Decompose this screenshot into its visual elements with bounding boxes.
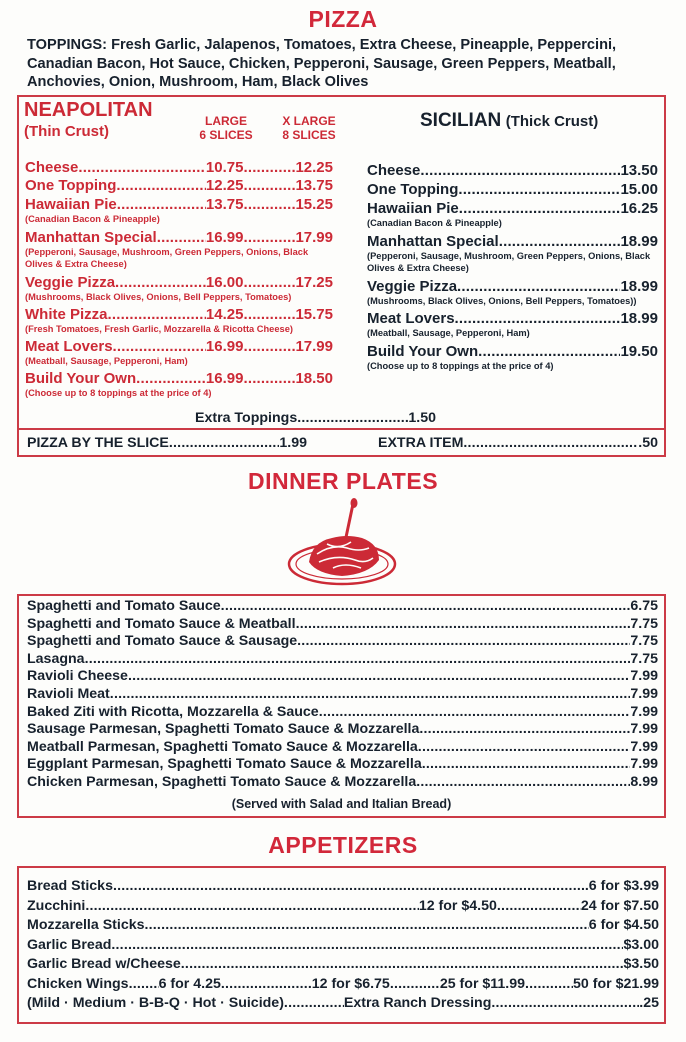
item-price: 25 for $11.99 — [439, 975, 526, 992]
appetizer-item — [27, 976, 659, 996]
dinner-note: (Served with Salad and Italian Bread) — [231, 797, 452, 811]
sicilian-title: SICILIAN — [420, 110, 502, 131]
item-price: 7.99 — [630, 756, 658, 773]
xlarge-slices: 8 SLICES — [282, 128, 336, 142]
item-name: Hawaiian Pie — [25, 196, 117, 213]
item-name: Sausage Parmesan, Spaghetti Tomato Sauce & Mozzarella — [27, 721, 420, 738]
neapolitan-item — [25, 229, 333, 247]
item-name: Baked Ziti with Ricotta, Mozzarella & Sauce — [27, 703, 319, 720]
large-price: 14.25 — [205, 306, 244, 323]
item-name: White Pizza — [25, 306, 108, 323]
large-price: 12.25 — [205, 177, 244, 194]
sicilian-item — [367, 181, 658, 200]
item-name: Meatball Parmesan, Spaghetti Tomato Sauce & Mozzarella — [27, 738, 418, 755]
item-name: Veggie Pizza — [367, 278, 458, 295]
appetizer-item — [27, 917, 659, 937]
item-price: .6 for $3.99 — [584, 878, 659, 894]
item-description: (Canadian Bacon & Pineapple) — [25, 214, 160, 224]
item-name: Spaghetti and Tomato Sauce & Meatball — [27, 615, 296, 632]
dinner-item — [27, 704, 658, 722]
neapolitan-item — [25, 274, 333, 292]
sicilian-list — [367, 162, 658, 375]
item-name: Garlic Bread w/Cheese — [27, 956, 181, 972]
dinner-item — [27, 598, 658, 616]
sicilian-item — [367, 200, 658, 218]
large-price: 13.75 — [205, 196, 244, 213]
item-name: Eggplant Parmesan, Spaghetti Tomato Sauce & Mozzarella — [27, 756, 422, 773]
item-price: $3.00 — [623, 936, 659, 953]
item-name: Mozzarella Sticks — [27, 917, 145, 933]
item-name: Spaghetti and Tomato Sauce — [27, 598, 221, 614]
dinner-list — [27, 598, 658, 792]
item-name: Build Your Own — [25, 370, 137, 387]
dinner-item — [27, 686, 658, 704]
neapolitan-item — [25, 338, 333, 356]
neapolitan-item — [25, 306, 333, 324]
xlarge-price: 15.75 — [295, 306, 333, 323]
item-name: Manhattan Special — [25, 229, 157, 246]
sicilian-item — [367, 310, 658, 328]
item-name: Build Your Own — [367, 343, 479, 360]
sicilian-heading — [420, 110, 598, 132]
item-description: (Fresh Tomatoes, Fresh Garlic, Mozzarella & Ricotta Cheese) — [25, 324, 293, 334]
item-price: 7.75 — [630, 615, 658, 632]
dinner-item — [27, 721, 658, 739]
item-name: Bread Sticks — [27, 878, 113, 894]
item-name: Manhattan Special — [367, 233, 499, 250]
toppings-list: TOPPINGS: Fresh Garlic, Jalapenos, Tomatoes, Extra Cheese, Pineapple, Peppercini, Canadian Bacon, Hot Sauce, Chicken, Pepperoni, Sausage, Green Peppers, Meatball, Anchovies, Onion, Mushroom, Ham, Black Olives — [27, 37, 617, 90]
extra-item-row — [378, 435, 658, 451]
item-price: 18.99 — [620, 310, 658, 327]
item-description: (Choose up to 8 toppings at the price of 4) — [25, 388, 212, 398]
pizza-box-divider — [17, 428, 666, 430]
item-price: 19.50 — [620, 343, 658, 360]
item-name: Lasagna — [27, 650, 85, 667]
extra-toppings-row — [195, 410, 436, 426]
appetizer-item — [27, 956, 659, 976]
appetizers-list — [27, 878, 659, 1015]
neapolitan-heading — [24, 99, 153, 140]
item-name: Garlic Bread — [27, 936, 112, 953]
neapolitan-item — [25, 370, 333, 388]
item-description: (Choose up to 8 toppings at the price of 4) — [367, 361, 554, 371]
dinner-item — [27, 739, 658, 757]
appetizer-item — [27, 995, 659, 1015]
item-name: Ravioli Cheese — [27, 668, 128, 685]
item-price: 7.75 — [630, 650, 658, 667]
item-name: Veggie Pizza — [25, 274, 116, 291]
item-description: (Mushrooms, Black Olives, Onions, Bell Peppers, Tomatoes) — [25, 292, 292, 302]
item-name: Zucchini — [27, 897, 86, 914]
item-name: Extra Ranch Dressing — [343, 995, 492, 1011]
item-name: One Topping — [367, 181, 459, 198]
large-label: LARGE — [205, 114, 247, 128]
sicilian-item — [367, 343, 658, 361]
xlarge-price: 17.99 — [295, 229, 333, 246]
extra-item-price: .50 — [638, 435, 658, 451]
xlarge-price: 17.99 — [295, 338, 333, 355]
item-name: Chicken Parmesan, Spaghetti Tomato Sauce & Mozzarella — [27, 773, 417, 790]
dinner-item — [27, 651, 658, 669]
item-price: 12 for $6.75 — [311, 975, 390, 992]
xlarge-price: 12.25 — [295, 159, 333, 176]
sicilian-item — [367, 233, 658, 251]
dinner-item — [27, 668, 658, 686]
appetizer-item — [27, 878, 659, 898]
item-price: 6 for 4.25 — [158, 975, 221, 992]
spaghetti-plate-icon — [287, 498, 399, 588]
item-price: 15.00 — [620, 181, 658, 198]
xlarge-size-heading — [274, 114, 344, 142]
neapolitan-item — [25, 196, 333, 214]
item-price: 8.99 — [630, 773, 658, 790]
large-price: 16.99 — [205, 370, 244, 387]
item-description: (Mushrooms, Black Olives, Onions, Bell Peppers, Tomatoes)) — [367, 296, 637, 306]
pizza-slice-price: 1.99 — [279, 435, 307, 451]
item-price: 18.99 — [620, 278, 658, 295]
sicilian-item — [367, 162, 658, 181]
dinner-item — [27, 774, 658, 792]
item-price: 7.99 — [630, 738, 658, 755]
large-price: 16.00 — [205, 274, 244, 291]
item-price: 7.99 — [630, 685, 658, 702]
item-description: (Meatball, Sausage, Pepperoni, Ham) — [25, 356, 188, 366]
xlarge-price: 15.25 — [295, 196, 333, 213]
pizza-slice-label: PIZZA BY THE SLICE — [27, 435, 169, 451]
extra-toppings-label: Extra Toppings — [195, 410, 298, 426]
item-price: 7.99 — [630, 668, 658, 685]
appetizer-item — [27, 898, 659, 918]
xlarge-price: 18.50 — [295, 370, 333, 387]
item-price: 6.75 — [630, 598, 658, 614]
item-price: 7.99 — [630, 721, 658, 738]
extra-item-label: EXTRA ITEM — [378, 435, 464, 451]
item-price: $3.50 — [623, 956, 659, 972]
large-slices: 6 SLICES — [199, 128, 253, 142]
large-size-heading — [192, 114, 260, 142]
large-price: 10.75 — [205, 159, 244, 176]
dinner-item — [27, 756, 658, 774]
sicilian-item — [367, 278, 658, 296]
item-price: 50 for $21.99 — [573, 975, 659, 992]
pizza-slice-row — [27, 435, 307, 451]
item-name: Meat Lovers — [25, 338, 113, 355]
item-name: Cheese — [367, 162, 421, 179]
item-name: Cheese — [25, 159, 79, 176]
item-name: Ravioli Meat — [27, 685, 110, 702]
item-description: (Canadian Bacon & Pineapple) — [367, 218, 502, 228]
xlarge-price: 13.75 — [295, 177, 333, 194]
neapolitan-item — [25, 159, 333, 177]
wing-sauces: (Mild · Medium · B-B-Q · Hot · Suicide) — [27, 995, 284, 1011]
neapolitan-subtitle: (Thin Crust) — [24, 123, 109, 140]
large-price: 16.99 — [205, 338, 244, 355]
dinner-plates-title: DINNER PLATES — [247, 468, 439, 494]
item-price: .25 — [639, 995, 659, 1011]
item-price: 6 for $4.50 — [588, 917, 659, 933]
item-description: (Pepperoni, Sausage, Mushroom, Green Peppers, Onions, Black Olives & Extra Cheese) — [367, 251, 651, 273]
dinner-item — [27, 616, 658, 634]
item-name: Spaghetti and Tomato Sauce & Sausage — [27, 633, 298, 650]
item-price: 18.99 — [620, 233, 658, 250]
item-description: (Pepperoni, Sausage, Mushroom, Green Peppers, Onions, Black Olives & Extra Cheese) — [25, 247, 309, 269]
item-name: One Topping — [25, 177, 117, 194]
item-price: 13.50 — [620, 162, 658, 179]
appetizers-title: APPETIZERS — [268, 832, 418, 858]
item-name: Hawaiian Pie — [367, 200, 459, 217]
neapolitan-item — [25, 177, 333, 196]
extra-toppings-price: 1.50 — [408, 410, 436, 426]
xlarge-price: 17.25 — [295, 274, 333, 291]
item-name: Chicken Wings — [27, 975, 129, 992]
dinner-item — [27, 633, 658, 651]
pizza-title: PIZZA — [308, 6, 378, 32]
sicilian-subtitle: (Thick Crust) — [505, 113, 599, 130]
item-price: 7.99 — [630, 703, 658, 720]
neapolitan-list — [25, 159, 333, 402]
item-price: 12 for $4.50 — [418, 897, 497, 914]
item-description: (Meatball, Sausage, Pepperoni, Ham) — [367, 328, 530, 338]
xlarge-label: X LARGE — [282, 114, 336, 128]
appetizer-item — [27, 937, 659, 957]
item-price: 24 for $7.50 — [580, 897, 659, 914]
neapolitan-title: NEAPOLITAN — [24, 99, 153, 121]
large-price: 16.99 — [205, 229, 244, 246]
item-price: 7.75 — [630, 633, 658, 650]
item-name: Meat Lovers — [367, 310, 455, 327]
item-price: 16.25 — [620, 200, 658, 217]
